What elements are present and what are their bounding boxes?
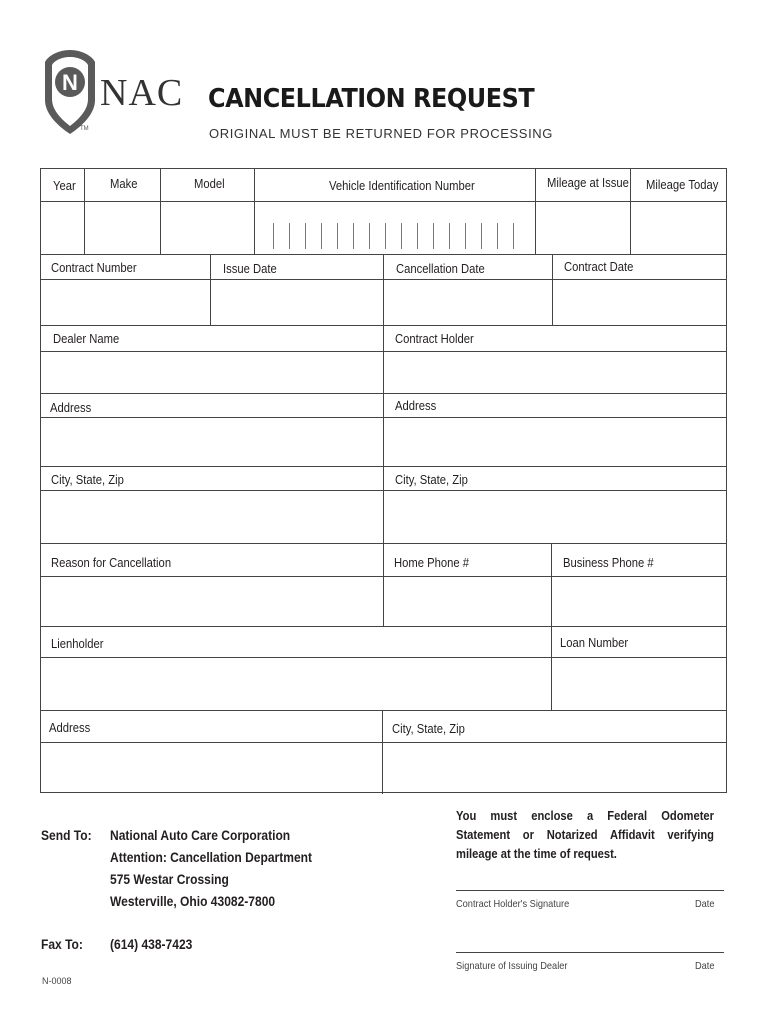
reason-field[interactable] (42, 578, 382, 625)
mileage-today-label: Mileage Today (646, 178, 719, 192)
issuing-dealer-signature-label: Signature of Issuing Dealer (456, 960, 568, 972)
mileage-today-field[interactable] (632, 203, 726, 253)
contract-holder-label: Contract Holder (395, 332, 474, 346)
vin-label: Vehicle Identification Number (329, 179, 475, 193)
holder-address-label: Address (395, 399, 437, 413)
contract-number-label: Contract Number (51, 261, 137, 275)
lienholder-address-label: Address (49, 721, 91, 735)
lienholder-field[interactable] (42, 659, 550, 709)
contract-holder-signature-line[interactable] (456, 890, 724, 891)
fax-to-label: Fax To: (41, 936, 83, 952)
send-to-label: Send To: (41, 827, 92, 843)
form-number: N-0008 (42, 976, 72, 986)
holder-address-field[interactable] (385, 419, 726, 465)
send-to-line-2: Attention: Cancellation Department (110, 849, 313, 865)
contract-number-field[interactable] (42, 281, 209, 324)
home-phone-label: Home Phone # (394, 556, 470, 570)
brand-name: NAC (100, 72, 184, 114)
issuing-dealer-signature-line[interactable] (456, 952, 724, 953)
loan-number-field[interactable] (553, 659, 726, 709)
mileage-at-issue-field[interactable] (537, 203, 629, 253)
business-phone-field[interactable] (553, 578, 726, 625)
holder-city-state-zip-label: City, State, Zip (395, 473, 468, 487)
contract-date-label: Contract Date (564, 260, 634, 274)
cancellation-form (40, 168, 727, 793)
issue-date-field[interactable] (212, 281, 382, 324)
send-to-line-4: Westerville, Ohio 43082-7800 (110, 893, 276, 909)
odometer-notice: You must enclose a Federal Odometer Statement or Notarized Affidavit verifying mileage at the time of request. (456, 808, 714, 861)
logo-mark-letter: N (62, 70, 78, 95)
model-label: Model (194, 177, 225, 191)
year-field[interactable] (42, 203, 83, 253)
trademark-symbol: TM (80, 126, 89, 132)
dealer-city-state-zip-label: City, State, Zip (51, 473, 124, 487)
nac-shield-logo (42, 48, 98, 136)
send-to-line-1: National Auto Care Corporation (110, 827, 291, 843)
lienholder-city-state-zip-label: City, State, Zip (392, 722, 465, 736)
dealer-address-field[interactable] (42, 419, 382, 465)
send-to-line-3: 575 Westar Crossing (110, 871, 229, 887)
year-label: Year (53, 179, 76, 193)
dealer-name-label: Dealer Name (53, 332, 120, 346)
make-label: Make (110, 177, 138, 191)
lienholder-city-state-zip-field[interactable] (384, 744, 726, 793)
issue-date-label: Issue Date (223, 262, 277, 276)
contract-holder-date-label: Date (695, 898, 715, 910)
home-phone-field[interactable] (385, 578, 550, 625)
lienholder-label: Lienholder (51, 637, 104, 651)
vin-field[interactable] (256, 203, 534, 253)
issuing-dealer-date-label: Date (695, 960, 715, 972)
page-subtitle: ORIGINAL MUST BE RETURNED FOR PROCESSING (209, 126, 553, 141)
page-title: CANCELLATION REQUEST (208, 84, 535, 114)
loan-number-label: Loan Number (560, 636, 629, 650)
lienholder-address-field[interactable] (42, 744, 381, 793)
contract-date-field[interactable] (554, 281, 726, 324)
dealer-city-state-zip-field[interactable] (42, 492, 382, 542)
reason-label: Reason for Cancellation (51, 556, 172, 570)
cancellation-date-label: Cancellation Date (396, 262, 485, 276)
contract-holder-field[interactable] (385, 353, 726, 392)
cancellation-date-field[interactable] (385, 281, 551, 324)
contract-holder-signature-label: Contract Holder's Signature (456, 898, 570, 910)
dealer-name-field[interactable] (42, 353, 382, 392)
model-field[interactable] (162, 203, 253, 253)
holder-city-state-zip-field[interactable] (385, 492, 726, 542)
mileage-at-issue-label: Mileage at Issue (547, 176, 629, 190)
business-phone-label: Business Phone # (563, 556, 654, 570)
make-field[interactable] (86, 203, 159, 253)
dealer-address-label: Address (50, 401, 92, 415)
fax-number: (614) 438-7423 (110, 936, 193, 952)
